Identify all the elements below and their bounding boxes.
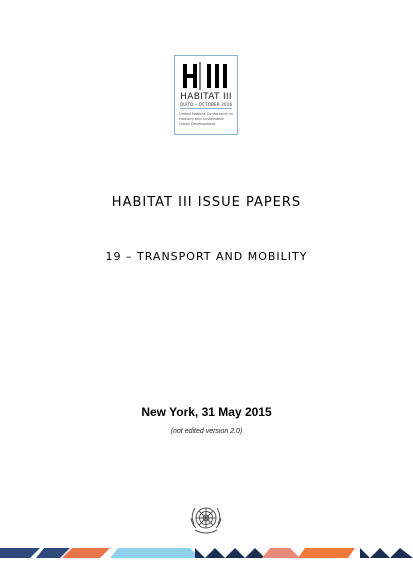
decorative-band xyxy=(0,548,413,558)
band-segment xyxy=(360,548,413,558)
band-segment xyxy=(195,548,265,558)
habitat-iii-mark-icon xyxy=(175,62,237,90)
document-subtitle: 19 – TRANSPORT AND MOBILITY xyxy=(105,250,308,263)
band-segment xyxy=(110,548,200,558)
place-date: New York, 31 May 2015 xyxy=(141,405,272,419)
logo-divider xyxy=(180,108,232,109)
logo-description: United Nations Conference on Housing and Sustainable Urban Development xyxy=(179,112,233,126)
band-segment xyxy=(298,548,355,558)
version-note: (not edited version 2.0) xyxy=(170,428,243,435)
habitat-logo xyxy=(174,55,238,135)
band-segment xyxy=(0,548,40,558)
un-emblem-icon xyxy=(187,500,225,538)
band-segment xyxy=(262,548,300,558)
logo-name: HABITAT III xyxy=(180,92,232,102)
logo-subline: QUITO – OCTOBER 2016 xyxy=(179,102,233,107)
document-title: HABITAT III ISSUE PAPERS xyxy=(111,195,302,210)
band-segment xyxy=(62,548,110,558)
